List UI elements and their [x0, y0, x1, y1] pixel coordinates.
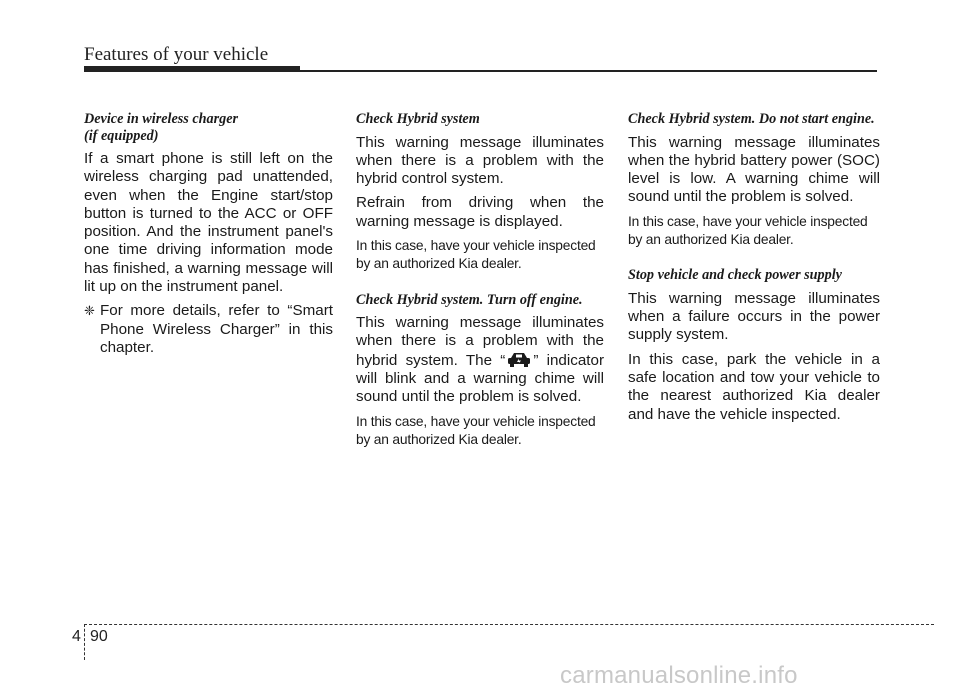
- power-supply-paragraph-1: This warning message illuminates when a failure occurs in the power supply system.: [628, 289, 880, 344]
- footer-vertical-divider: [84, 624, 85, 660]
- turn-off-engine-paragraph-1: This warning message illuminates when there is a problem with the hybrid system. The “ ” indicator will blink and a warning chime will sound until the problem is solved.: [356, 314, 604, 406]
- check-hybrid-paragraph-2: Refrain from driving when the warning message is displayed.: [356, 194, 604, 230]
- note-wireless-charger: [84, 302, 333, 357]
- watermark: carmanualsonline.info: [560, 662, 798, 689]
- note-symbol-icon: ❈: [84, 303, 95, 319]
- section-heading-power-supply: Stop vehicle and check power supply: [628, 267, 842, 284]
- turn-off-engine-paragraph-2: In this case, have your vehicle inspected by an authorized Kia dealer.: [356, 413, 596, 447]
- hybrid-car-warning-icon: [506, 351, 532, 369]
- column-1: [84, 111, 333, 357]
- column-2: [356, 111, 604, 455]
- check-hybrid-paragraph-3: In this case, have your vehicle inspected by an authorized Kia dealer.: [356, 237, 596, 272]
- column-3: [628, 111, 880, 430]
- check-hybrid-paragraph-1: This warning message illuminates when there is a problem with the hybrid control system.: [356, 133, 604, 188]
- section-heading-wireless-charger: Device in wireless charger (if equipped): [84, 111, 239, 144]
- wireless-charger-paragraph: If a smart phone is still left on the wireless charging pad unattended, even when the Engine start/stop button is turned to the ACC or OFF position. And the instrument panel's one time driving information mode has finished, a warning message will lit up on the instrument panel.: [84, 150, 333, 296]
- note-text: For more details, refer to “Smart Phone Wireless Charger” in this chapter.: [100, 302, 333, 356]
- do-not-start-paragraph-1: This warning message illuminates when the hybrid battery power (SOC) level is low. A warning chime will sound until the problem is solved.: [628, 133, 880, 206]
- header-rule-thin: [300, 70, 877, 72]
- section-heading-check-hybrid: Check Hybrid system: [356, 111, 480, 127]
- section-heading-turn-off-engine: Check Hybrid system. Turn off engine.: [356, 291, 583, 308]
- page-header-title: Features of your vehicle: [84, 44, 269, 65]
- power-supply-paragraph-2: In this case, park the vehicle in a safe location and tow your vehicle to the nearest authorized Kia dealer and have the vehicle inspected.: [628, 350, 880, 423]
- do-not-start-paragraph-2: In this case, have your vehicle inspected by an authorized Kia dealer.: [628, 213, 868, 247]
- header-rule-thick: [84, 66, 300, 72]
- page-number: 90: [90, 628, 108, 645]
- footer-divider: [84, 624, 934, 625]
- section-heading-do-not-start-engine: Check Hybrid system. Do not start engine.: [628, 111, 875, 127]
- chapter-number: 4: [72, 628, 81, 645]
